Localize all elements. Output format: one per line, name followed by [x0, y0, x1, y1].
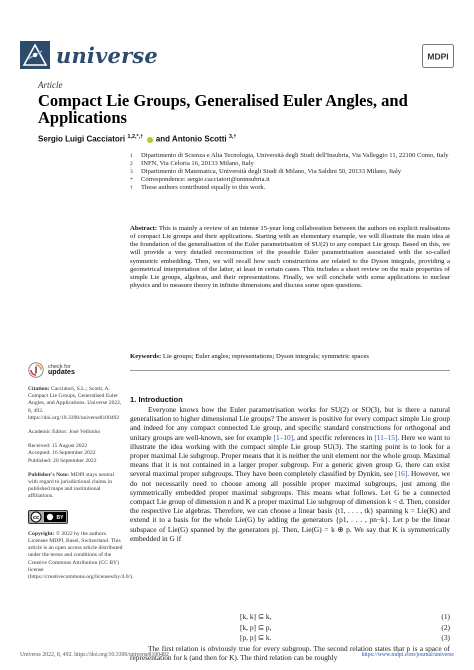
author-name[interactable]: Sergio Luigi Cacciatori — [38, 134, 126, 144]
section-divider — [130, 370, 450, 371]
correspondence: * Correspondence: sergio.cacciatori@uninsubria.it — [130, 176, 270, 184]
keywords-label: Keywords: — [130, 353, 162, 360]
equation-number: (1) — [441, 612, 450, 621]
article-title: Compact Lie Groups, Generalised Euler Angles, and Applications — [38, 91, 408, 127]
affiliation-item: 3 Dipartimento di Matematica, Università degli Studi di Milano, Via Saldini 50, 20133 Milano, Italy — [130, 168, 402, 176]
abstract-label: Abstract: — [130, 225, 158, 232]
author-list — [38, 134, 236, 144]
citation-link[interactable]: [16] — [394, 469, 408, 479]
accepted-date: Accepted: 16 September 2022 — [28, 450, 96, 457]
equation-number: (2) — [441, 622, 450, 632]
check-updates-line1: check for — [48, 364, 71, 370]
abstract-text: This is mainly a review of an intense 15-year long collaboration between the authors on explicit realisations of compact Lie groups and their applications. Starting with an elementary example, we will illustrate the main idea at the foundation of the generalisation of the Euler parametrisation of SU(2) to any compact Lie group. Based on this, we will provide a very detailed reconstruction of the possible Euler parametrisation associated with the so-called symmetric embedding. Then, we will recall how such constructions are related to the Dyson integrals, providing a geometrical interpretation of the latter, at least in certain cases. This includes a short review on the main properties of simple Lie groups, algebras, and their representations. Finally, we will conclude with some applications to nuclear physics and to measure theory in infinite dimensions and discuss some open questions. — [130, 225, 450, 290]
abstract — [130, 225, 450, 290]
author-marks: 3,† — [228, 134, 237, 140]
author-conjunction: and — [155, 134, 170, 144]
dates-block — [28, 443, 123, 465]
check-for-updates-button[interactable] — [28, 362, 123, 378]
page-footer — [20, 652, 454, 658]
introduction-body: Everyone knows how the Euler parametrisation works for SU(2) or SO(3), but is there a natural generalisation to higher dimensional Lie groups? The answer is positive for every compact simple Lie group and indeed for any compact connected Lie group, and specific standard constructions for orthogonal and unitary groups are well-known, see for example [1–10], and specific references in [11–15]. Here we want to illustrate the idea working with the compact simple Lie group SU(3). The starting point is to look for a proper maximal Lie subgroup. Proper means that it is neither the unit element nor the whole group. Maximal means that it is not contained in a larger proper subgroup. For a generic given group G, there can exist several maximal proper subgroups. They have been completely classified by Dynkin, see [16]. However, we do not necessarily need to choose among all possible proper maximal subgroups, just among the symmetrically embedded proper maximal subgroups. This means what follows. Let G be a connected compact Lie group of dimension n and K a proper maximal Lie subgroup of dimension k < d. Then, consider the respective Lie algebras. Therefore, we can choose a linear basis {t1, . . . , tk} spanning k = Lie(K) and extend it to a basis for the whole Lie(G) by adding the generators {p1, . . . , pn−k}. Let p be the linear subspace of Lie(G) spanned by the generators pj. Then, Lie(G) = k ⊕ p. We say that K is symmetrically embedded in G if — [130, 405, 450, 543]
keywords — [130, 353, 450, 361]
footer-citation[interactable]: Universe 2022, 8, 492. https://doi.org/10.3390/universe8100492 — [20, 652, 169, 658]
citation-text[interactable]: Cacciatori, S.L.; Scotti, A. Compact Lie Groups, Generalised Euler Angles, and Applications. Universe 2022, 8, 492. https://doi.org/10.3390/universe8100492 — [28, 386, 122, 421]
check-updates-icon — [28, 362, 44, 378]
author-name[interactable]: Antonio Scotti — [171, 134, 227, 144]
academic-editor: Academic Editor: José Velhinho — [28, 429, 101, 436]
keywords-text: Lie groups; Euler angles; representations; Dyson integrals; symmetric spaces — [162, 353, 370, 360]
publisher-note: Publisher's Note: MDPI stays neutral with regard to jurisdictional claims in published maps and institutional affiliations. — [28, 471, 115, 500]
universe-logo-icon — [20, 41, 50, 69]
equation-row: [k, p] ⊆ p, (2) — [240, 622, 450, 632]
check-updates-line2: updates — [48, 369, 75, 376]
section-heading: 1. Introduction — [130, 395, 183, 404]
article-type: Article — [38, 80, 63, 90]
copyright-block: Copyright: © 2022 by the authors. Licensee MDPI, Basel, Switzerland. This article is an open access article distributed under the terms and conditions of the Creative Commons Attribution (CC BY) license (https://creativecommons.org/licenses/by/4.0/). — [28, 530, 134, 581]
affiliations — [130, 152, 450, 192]
orcid-icon[interactable] — [147, 137, 153, 143]
equation-block — [130, 612, 450, 644]
received-date: Received: 15 August 2022 — [28, 443, 88, 450]
published-date: Published: 20 September 2022 — [28, 457, 97, 464]
author-marks: 1,2,*,† — [127, 134, 144, 140]
citation-link[interactable]: [11–15] — [374, 432, 398, 442]
equation-row: [k, k] ⊆ k, (1) — [240, 612, 450, 621]
equal-contribution-note: † These authors contributed equally to this work. — [130, 184, 266, 192]
article-sidebar — [28, 362, 134, 588]
journal-name: universe — [56, 42, 158, 68]
citation-block: Citation: Cacciatori, S.L.; Scotti, A. Compact Lie Groups, Generalised Euler Angles, and Applications. Universe 2022, 8, 492. https://doi.org/10.3390/universe8100492 — [28, 386, 122, 421]
journal-masthead — [20, 40, 158, 70]
svg-text:BY: BY — [56, 514, 64, 521]
equation-row: [p, p] ⊆ k. (3) — [240, 633, 450, 642]
journal-link[interactable]: https://www.mdpi.com/journal/universe — [361, 652, 454, 658]
post-equation-text: The first relation is obviously true for every subgroup. The second relation states that p is a space of representation for k (and then for K). The third relation can be roughly — [130, 644, 450, 662]
svg-text:cc: cc — [32, 514, 40, 521]
mdpi-label: MDPI — [427, 51, 449, 62]
affiliation-item: 1 Dipartimento di Scienza e Alta Tecnologia, Università degli Studi dell'Insubria, Via Valleggio 11, 22100 Como, Italy — [130, 152, 449, 159]
citation-link[interactable]: [1–10] — [273, 432, 294, 442]
cc-by-license-icon[interactable] — [28, 510, 68, 524]
mdpi-logo-icon[interactable] — [422, 44, 454, 68]
equation-number: (3) — [441, 633, 450, 642]
affiliation-item: 2 INFN, Via Celoria 16, 20133 Milano, Italy — [130, 160, 254, 168]
